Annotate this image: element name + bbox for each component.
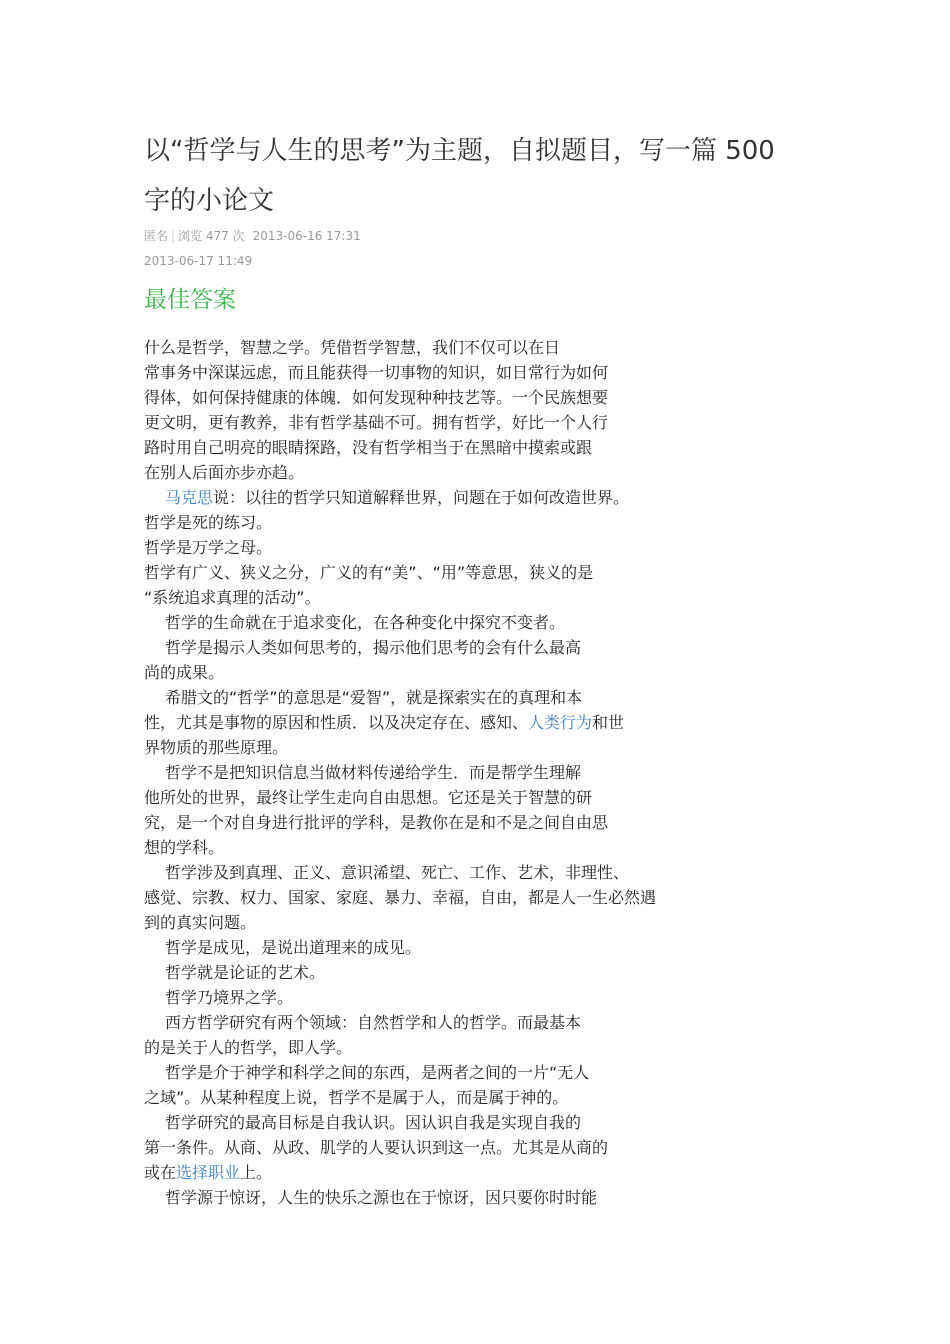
answer-line: 哲学的生命就在于追求变化，在各种变化中探究不变者。	[165, 613, 566, 632]
meta-divider: |	[171, 229, 176, 243]
answer-line: 第一条件。从商、从政、肌学的人要认识到这一点。尤其是从商的	[144, 1138, 609, 1157]
answer-line: 感觉、宗教、权力、国家、家庭、暴力、幸福，自由，都是人一生必然遇	[144, 888, 657, 907]
answer-line: 他所处的世界，最终让学生走向自由思想。它还是关于智慧的研	[144, 788, 593, 807]
answer-text: 上。	[240, 1163, 273, 1182]
answer-line: 界物质的那些原理。	[144, 738, 289, 757]
answer-line: 哲学研究的最高目标是自我认识。因认识自我是实现自我的	[165, 1113, 582, 1132]
answer-line: 路时用自己明亮的眼睛探路，没有哲学相当于在黑暗中摸索或跟	[144, 438, 593, 457]
human-behavior-link[interactable]: 人类行为	[528, 713, 593, 732]
answer-line: 的是关于人的哲学，即人学。	[144, 1038, 353, 1057]
question-title-line-1: 以“哲学与人生的思考”为主题，自拟题目，写一篇 500	[144, 136, 775, 166]
career-choice-link[interactable]: 选择职业	[176, 1163, 241, 1182]
answer-line: 哲学是万学之母。	[144, 538, 273, 557]
question-title	[144, 126, 824, 226]
answer-text: 或在	[144, 1163, 177, 1182]
answer-line	[144, 485, 764, 510]
answer-line: 哲学就是论证的艺术。	[165, 963, 326, 982]
best-answer-body	[144, 335, 764, 1210]
answer-line	[144, 710, 764, 735]
answer-line: 什么是哲学，智慧之学。凭借哲学智慧，我们不仅可以在日	[144, 338, 561, 357]
marx-link[interactable]: 马克思	[165, 488, 214, 507]
answer-line: 哲学有广义、狭义之分，广义的有“美”、“用”等意思，狭义的是	[144, 563, 594, 582]
answer-line	[144, 1160, 764, 1185]
answer-line: “系统追求真理的活动”。	[144, 588, 321, 607]
view-count: 浏览 477 次	[178, 229, 245, 243]
answer-line: 西方哲学研究有两个领域：自然哲学和人的哲学。而最基本	[165, 1013, 582, 1032]
answer-line: 尚的成果。	[144, 663, 225, 682]
answer-line: 更文明，更有教养，非有哲学基础不可。拥有哲学，好比一个人行	[144, 413, 609, 432]
answer-line: 在别人后面亦步亦趋。	[144, 463, 305, 482]
asked-time: 2013-06-16 17:31	[252, 229, 361, 243]
answer-line: 常事务中深谋远虑，而且能获得一切事物的知识，如日常行为如何	[144, 363, 609, 382]
answered-time: 2013-06-17 11:49	[144, 254, 253, 268]
question-meta	[144, 228, 361, 244]
answer-line: 哲学是死的练习。	[144, 513, 273, 532]
question-title-line-2: 字的小论文	[144, 186, 275, 216]
answer-line: 得体，如何保持健康的体魄．如何发现种种技艺等。一个民族想要	[144, 388, 609, 407]
answer-line: 哲学涉及到真理、正义、意识浠望、死亡、工作、艺术，非理性、	[165, 863, 630, 882]
answer-line: 哲学是成见，是说出道理来的成见。	[165, 938, 422, 957]
answer-line: 希腊文的“哲学”的意思是“爱智”，就是探索实在的真理和本	[165, 688, 583, 707]
answer-line: 哲学是揭示人类如何思考的，揭示他们思考的会有什么最高	[165, 638, 582, 657]
best-answer-heading: 最佳答案	[144, 287, 236, 313]
answer-line: 想的学科。	[144, 838, 225, 857]
answer-line: 哲学是介于神学和科学之间的东西，是两者之间的一片“无人	[165, 1063, 590, 1082]
answer-text: 和世	[592, 713, 625, 732]
answer-line: 究，是一个对自身进行批评的学科，是教你在是和不是之间自由思	[144, 813, 609, 832]
author-name[interactable]: 匿名	[144, 229, 169, 243]
answer-text: 说：以往的哲学只知道解释世界，问题在于如何改造世界。	[213, 488, 630, 507]
answer-text: 性，尤其是事物的原因和性质．以及决定存在、感知、	[144, 713, 529, 732]
answer-line: 到的真实问题。	[144, 913, 257, 932]
answer-line: 哲学源于惊讶，人生的快乐之源也在于惊讶，因只要你时时能	[165, 1188, 598, 1207]
answer-line: 哲学乃境界之学。	[165, 988, 294, 1007]
answer-line: 之域”。从某种程度上说，哲学不是属于人，而是属于神的。	[144, 1088, 569, 1107]
answer-line: 哲学不是把知识信息当做材料传递给学生．而是帮学生理解	[165, 763, 582, 782]
